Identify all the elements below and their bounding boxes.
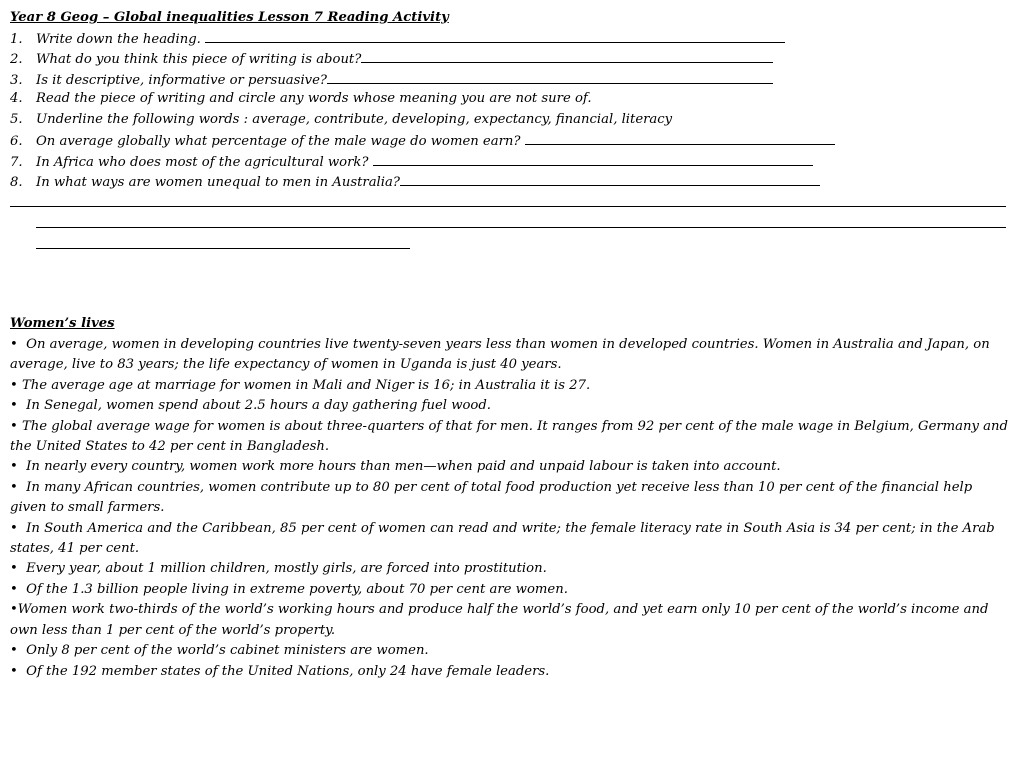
question-text: In Africa who does most of the agricultural work? bbox=[36, 155, 373, 170]
question-number: 2. bbox=[10, 52, 23, 67]
question-text: Read the piece of writing and circle any words whose meaning you are not sure of. bbox=[36, 91, 592, 106]
answer-line[interactable] bbox=[373, 151, 813, 166]
fact-text: In nearly every country, women work more hours than men—when paid and unpaid labour is taken into account. bbox=[26, 459, 781, 475]
question-7 bbox=[10, 151, 813, 173]
fact-text: Of the 192 member states of the United Nations, only 24 have female leaders. bbox=[26, 663, 550, 679]
bullet-icon: • bbox=[10, 561, 18, 577]
fact-text: In Senegal, women spend about 2.5 hours a day gathering fuel wood. bbox=[26, 398, 491, 414]
fact-text: Women work two-thirds of the world’s working hours and produce half the world’s food, and yet earn only 10 per cent of the world’s income and own less than 1 per cent of the world’s property. bbox=[10, 602, 989, 638]
question-number: 4. bbox=[10, 91, 23, 106]
question-text: On average globally what percentage of the male wage do women earn? bbox=[36, 134, 525, 149]
answer-line[interactable] bbox=[36, 248, 410, 249]
bullet-icon: • bbox=[10, 643, 18, 659]
question-5 bbox=[10, 110, 672, 130]
bullet-icon: • bbox=[10, 663, 18, 679]
question-number: 3. bbox=[10, 73, 23, 88]
question-8 bbox=[10, 171, 820, 193]
bullet-icon: • bbox=[10, 581, 18, 597]
answer-line[interactable] bbox=[10, 206, 1006, 207]
question-6 bbox=[10, 130, 835, 152]
bullet-icon: • bbox=[10, 398, 18, 414]
fact-item bbox=[10, 662, 1008, 682]
fact-text: On average, women in developing countries live twenty-seven years less than women in developed countries. Women in Australia and Japan, on average, live to 83 years; the life expectancy of women in Uganda is just 40 years. bbox=[10, 337, 990, 373]
question-text: In what ways are women unequal to men in Australia? bbox=[36, 175, 400, 190]
fact-item bbox=[10, 376, 1008, 396]
question-number: 1. bbox=[10, 32, 23, 47]
bullet-icon: • bbox=[10, 377, 18, 393]
question-number: 6. bbox=[10, 134, 23, 149]
fact-item bbox=[10, 519, 1008, 560]
question-2 bbox=[10, 48, 773, 70]
bullet-icon: • bbox=[10, 520, 18, 536]
question-4 bbox=[10, 89, 592, 109]
bullet-icon: • bbox=[10, 337, 18, 352]
fact-item bbox=[10, 600, 1008, 641]
fact-text: The global average wage for women is about three-quarters of that for men. It ranges from 92 per cent of the male wage in Belgium, Germany and the United States to 42 per cent in Bangladesh. bbox=[10, 418, 1008, 455]
bullet-icon: • bbox=[10, 602, 18, 618]
fact-item bbox=[10, 457, 1008, 477]
fact-item bbox=[10, 641, 1008, 661]
answer-line[interactable] bbox=[525, 130, 835, 145]
question-text: Underline the following words : average, contribute, developing, expectancy, financial, literacy bbox=[36, 112, 673, 127]
fact-text: Of the 1.3 billion people living in extreme poverty, about 70 per cent are women. bbox=[26, 581, 568, 597]
question-text: What do you think this piece of writing is about? bbox=[36, 52, 362, 67]
fact-text: The average age at marriage for women in Mali and Niger is 16; in Australia it is 27. bbox=[21, 377, 591, 393]
bullet-icon: • bbox=[10, 479, 18, 495]
question-text: Write down the heading. bbox=[36, 32, 206, 47]
fact-item bbox=[10, 417, 1008, 458]
answer-line[interactable] bbox=[205, 28, 785, 43]
fact-item bbox=[10, 478, 1008, 519]
reading-heading: Women’s lives bbox=[10, 316, 115, 331]
answer-line[interactable] bbox=[361, 48, 773, 63]
fact-text: In South America and the Caribbean, 85 per cent of women can read and write; the female literacy rate in South Asia is 34 per cent; in the Arab states, 41 per cent. bbox=[10, 520, 995, 557]
fact-text: Every year, about 1 million children, mostly girls, are forced into prostitution. bbox=[26, 561, 547, 577]
bullet-icon: • bbox=[10, 459, 18, 475]
question-number: 5. bbox=[10, 112, 23, 127]
fact-text: In many African countries, women contribute up to 80 per cent of total food production yet receive less than 10 per cent of the financial help given to small farmers. bbox=[10, 479, 973, 516]
question-text: Is it descriptive, informative or persuasive? bbox=[36, 73, 327, 88]
fact-item bbox=[10, 396, 1008, 416]
fact-text: Only 8 per cent of the world’s cabinet ministers are women. bbox=[26, 643, 429, 659]
answer-line[interactable] bbox=[36, 227, 1006, 228]
question-3 bbox=[10, 69, 773, 91]
fact-item bbox=[10, 559, 1008, 579]
answer-line[interactable] bbox=[327, 69, 773, 84]
fact-item bbox=[10, 580, 1008, 600]
reading-facts bbox=[10, 335, 1008, 682]
question-number: 7. bbox=[10, 155, 23, 170]
answer-line[interactable] bbox=[400, 171, 820, 186]
question-1 bbox=[10, 28, 785, 50]
fact-item bbox=[10, 335, 1008, 376]
bullet-icon: • bbox=[10, 418, 18, 434]
question-number: 8. bbox=[10, 175, 23, 190]
worksheet-title: Year 8 Geog – Global inequalities Lesson 7 Reading Activity bbox=[10, 10, 449, 25]
